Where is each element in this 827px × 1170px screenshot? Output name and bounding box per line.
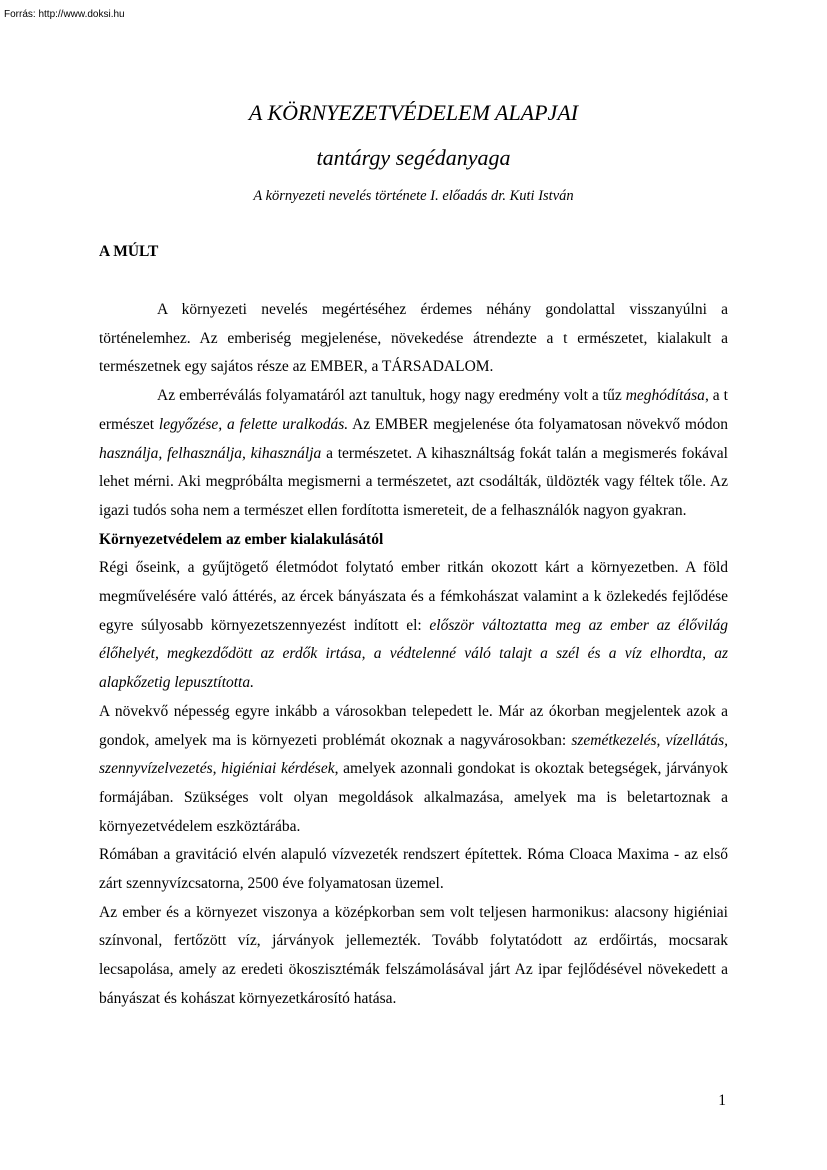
emphasis: meghódítása: [625, 387, 705, 405]
document-title: A KÖRNYEZETVÉDELEM ALAPJAI: [248, 100, 579, 125]
text-run: Az EMBER megjelenése óta folyamatosan növekvő módon: [348, 415, 728, 433]
page-number: 1: [718, 1092, 726, 1109]
text-run: Régi őseink, a gyűjtögető életmódot folytató ember ritkán okozott kárt a környezetben. A föld megművelésére való áttérés, az ércek bányászata és a fémkohászat valamint a k özlekedés fejlődése egyre súlyosabb környezetszennyezést indított el:: [99, 559, 728, 634]
emphasis: szemétkezelés, vízellátás, szennyvízelvezetés, higiéniai kérdések: [99, 731, 729, 778]
paragraph-6: Az ember és a környezet viszonya a középkorban sem volt teljesen harmonikus: alacsony higiéniai színvonal, fertőzött víz, járványok jellemezték. Tovább folytatódott az erdőirtás, mocsarak lecsapolása, amely az eredeti ökoszisztémák felszámolásával járt Az ipar fejlődésével növekedett a bányászat és kohászat környezetkárosító hatása.: [99, 903, 728, 1007]
paragraph-5: Rómában a gravitáció elvén alapuló vízvezeték rendszert építettek. Róma Cloaca Maxima - az első zárt szennyvízcsatorna, 2500 éve folyamatosan üzemel.: [99, 846, 728, 893]
paragraph-1: A környezeti nevelés megértéséhez érdemes néhány gondolattal visszanyúlni a történelemhez. Az emberiség megjelenése, növekedése átrendezte a t ermészetet, kialakult a természetnek egy sajátos része az EMBER, a TÁRSADALOM.: [99, 301, 728, 376]
text-run: A növekvő népesség egyre inkább a városokban telepedett le. Már az ókorban megjelentek azok a gondok, amelyek ma is környezeti problémát okoznak a nagyvárosokban:: [99, 702, 728, 749]
section-heading: A MÚLT: [99, 243, 159, 260]
document-body: [99, 296, 728, 1014]
paragraph-2: [99, 382, 728, 526]
emphasis: először változtatta meg az ember az élővilág élőhelyét, megkezdődött az erdők irtása, a védtelenné váló talajt a szél és a víz elhordta, az alapkőzetig lepusztította.: [99, 616, 729, 692]
text-run: a természetet. A kihasználtság fokát talán a megismerés fokával lehet mérni. Aki megpróbálta megismerni a természetet, azt csodálták, üldözték vagy féltek tőle. Az igazi tudós soha nem a természet ellen fordította ismereteit, de a felhasználók nagyon gyakran.: [99, 444, 728, 519]
lecture-info: A környezeti nevelés története I. előadás dr. Kuti István: [253, 188, 574, 204]
document-subtitle: tantárgy segédanyaga: [316, 145, 511, 170]
paragraph-3: [99, 554, 728, 698]
emphasis: legyőzése, a felette uralkodás.: [158, 415, 349, 433]
subheading: Környezetvédelem az ember kialakulásától: [99, 530, 384, 548]
text-run: , amelyek azonnali gondokat is okoztak betegségek, járványok formájában. Szükséges volt olyan megoldások alkalmazása, amelyek ma is beletartoznak a környezetvédelem eszköztárába.: [99, 760, 728, 835]
paragraph-4: [99, 698, 728, 842]
text-run: Az emberréválás folyamatáról azt tanultuk, hogy nagy eredmény volt a tűz: [157, 387, 626, 405]
emphasis: használja, felhasználja, kihasználja: [99, 444, 322, 462]
source-label: Forrás: http://www.doksi.hu: [4, 9, 125, 20]
text-run: , a t ermészet: [99, 387, 728, 433]
